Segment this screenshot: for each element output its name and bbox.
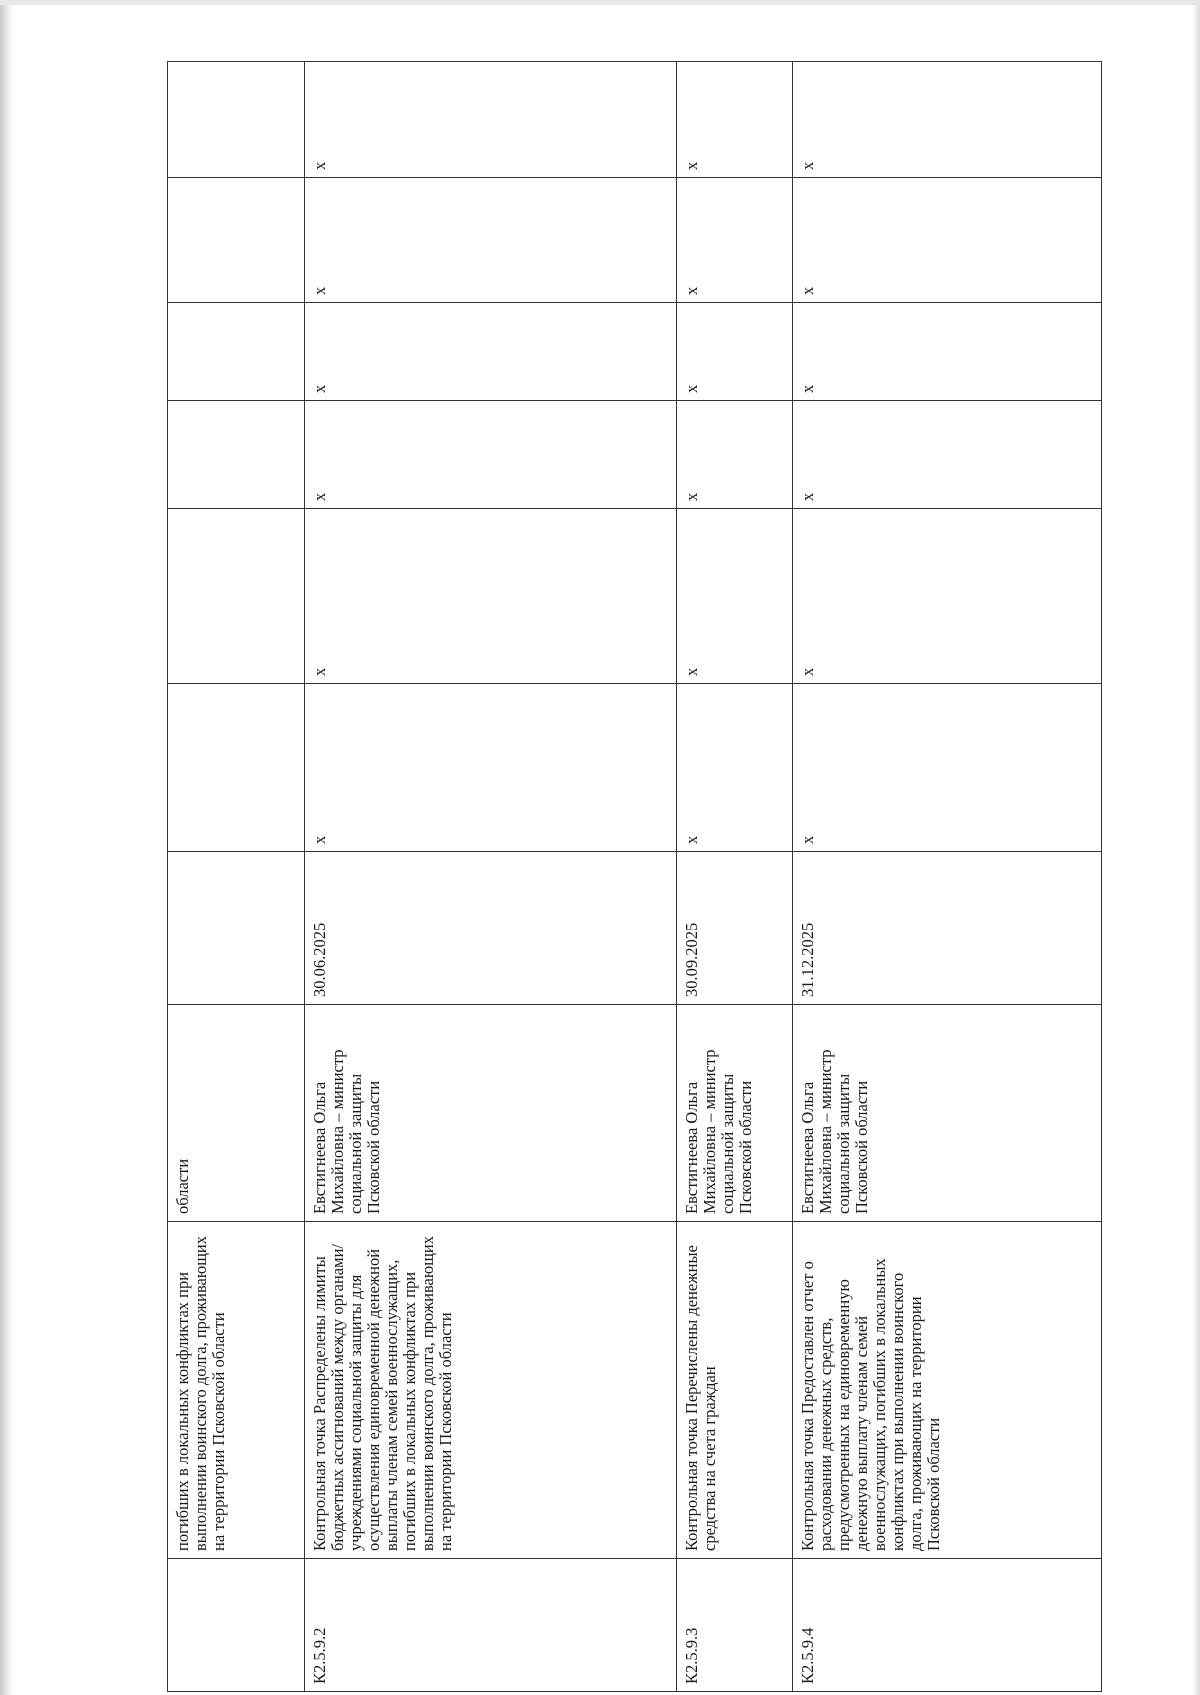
cell-value: х	[677, 178, 793, 303]
cell-value: х	[305, 303, 677, 401]
table-row	[305, 62, 677, 1692]
cell-responsible: Евстигнеева Ольга Михайловна – министр социальной защиты Псковской области	[305, 1005, 677, 1222]
cell-date: 30.06.2025	[305, 852, 677, 1005]
cell-value	[168, 401, 305, 509]
cell-code: К2.5.9.3	[677, 1559, 793, 1692]
table-row	[677, 62, 793, 1692]
cell-value	[168, 684, 305, 852]
control-points-table	[167, 61, 1102, 1692]
cell-code: К2.5.9.4	[793, 1559, 1102, 1692]
cell-date	[168, 852, 305, 1005]
cell-value: х	[305, 401, 677, 509]
cell-value: х	[793, 178, 1102, 303]
cell-value: х	[677, 401, 793, 509]
cell-responsible: Евстигнеева Ольга Михайловна – министр социальной защиты Псковской области	[793, 1005, 1102, 1222]
cell-value: х	[305, 684, 677, 852]
cell-date: 30.09.2025	[677, 852, 793, 1005]
cell-value	[168, 303, 305, 401]
scan-edge-left	[0, 0, 14, 1695]
cell-value: х	[305, 509, 677, 684]
cell-date: 31.12.2025	[793, 852, 1102, 1005]
scan-edge-right	[1192, 0, 1200, 1695]
cell-responsible: области	[168, 1005, 305, 1222]
cell-value: х	[793, 62, 1102, 178]
rotated-table-container	[167, 62, 1101, 1692]
cell-value	[168, 178, 305, 303]
cell-responsible: Евстигнеева Ольга Михайловна – министр социальной защиты Псковской области	[677, 1005, 793, 1222]
cell-value: х	[793, 509, 1102, 684]
table-row	[168, 62, 305, 1692]
cell-name: Контрольная точка Предоставлен отчет о расходовании денежных средств, предусмотренных на единовременную денежную выплату членам семей военнослужащих, погибших в локальных конфликтах при выполнении воинского долга, проживающих на территории Псковской области	[793, 1222, 1102, 1559]
cell-value: х	[305, 178, 677, 303]
scan-top-shade	[0, 0, 1200, 5]
cell-name: Контрольная точка Перечислены денежные средства на счета граждан	[677, 1222, 793, 1559]
cell-code	[168, 1559, 305, 1692]
cell-name: Контрольная точка Распределены лимиты бюджетных ассигнований между органами/учреждениями социальной защиты для осуществления единовременной денежной выплаты членам семей военнослужащих, погибших в локальных конфликтах при выполнении воинского долга, проживающих на территории Псковской области	[305, 1222, 677, 1559]
cell-value	[168, 62, 305, 178]
document-page	[167, 62, 1101, 1692]
cell-name: погибших в локальных конфликтах при выполнении воинского долга, проживающих на территории Псковской области	[168, 1222, 305, 1559]
cell-code: К2.5.9.2	[305, 1559, 677, 1692]
table-row	[793, 62, 1102, 1692]
cell-value: х	[677, 62, 793, 178]
cell-value: х	[677, 509, 793, 684]
cell-value: х	[677, 303, 793, 401]
cell-value: х	[793, 303, 1102, 401]
cell-value	[168, 509, 305, 684]
cell-value: х	[793, 684, 1102, 852]
cell-value: х	[305, 62, 677, 178]
cell-value: х	[793, 401, 1102, 509]
cell-value: х	[677, 684, 793, 852]
